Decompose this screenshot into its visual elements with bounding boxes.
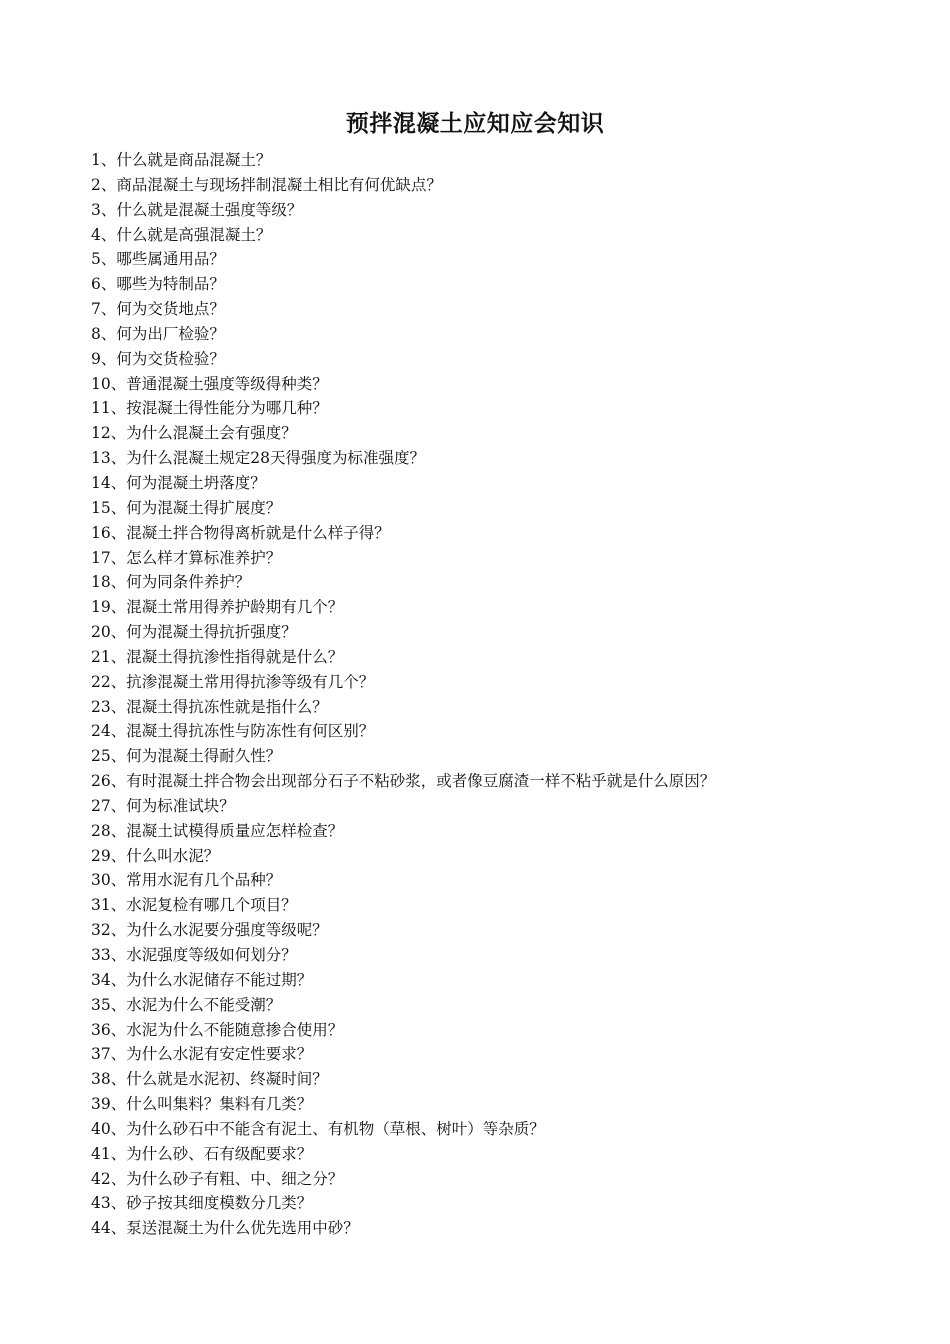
question-item: 25、何为混凝土得耐久性？ <box>91 747 282 766</box>
question-item: 11、按混凝土得性能分为哪几种？ <box>91 399 328 418</box>
question-item: 44、泵送混凝土为什么优先选用中砂？ <box>91 1219 359 1238</box>
question-item: 8、何为出厂检验？ <box>91 324 225 343</box>
question-item: 7、何为交货地点？ <box>91 300 225 319</box>
question-item: 43、砂子按其细度模数分几类？ <box>91 1194 313 1213</box>
question-item: 30、常用水泥有几个品种？ <box>91 871 282 890</box>
question-item: 28、混凝土试模得质量应怎样检查？ <box>91 821 344 840</box>
question-item: 22、抗渗混凝土常用得抗渗等级有几个？ <box>91 672 375 691</box>
question-item: 38、什么就是水泥初、终凝时间？ <box>91 1070 328 1089</box>
question-item: 37、为什么水泥有安定性要求？ <box>91 1045 313 1064</box>
question-item: 20、何为混凝土得抗折强度？ <box>91 623 297 642</box>
question-item: 23、混凝土得抗冻性就是指什么？ <box>91 697 328 716</box>
question-item: 12、为什么混凝土会有强度？ <box>91 424 297 443</box>
question-item: 13、为什么混凝土规定28天得强度为标准强度？ <box>91 449 425 468</box>
page-title: 预拌混凝土应知应会知识 <box>345 111 605 137</box>
question-item: 9、何为交货检验？ <box>91 349 225 368</box>
question-item: 4、什么就是高强混凝土？ <box>91 225 272 244</box>
question-item: 16、混凝土拌合物得离析就是什么样子得？ <box>91 523 390 542</box>
question-item: 6、哪些为特制品？ <box>91 275 225 294</box>
question-item: 34、为什么水泥储存不能过期？ <box>91 970 313 989</box>
question-item: 41、为什么砂、石有级配要求？ <box>91 1144 313 1163</box>
question-item: 27、何为标准试块？ <box>91 796 235 815</box>
question-item: 3、什么就是混凝土强度等级？ <box>91 200 303 219</box>
question-item: 5、哪些属通用品？ <box>91 250 225 269</box>
question-item: 26、有时混凝土拌合物会出现部分石子不粘砂浆，或者像豆腐渣一样不粘乎就是什么原因？ <box>91 772 716 791</box>
question-item: 35、水泥为什么不能受潮？ <box>91 995 282 1014</box>
question-item: 2、商品混凝土与现场拌制混凝土相比有何优缺点？ <box>91 175 442 194</box>
question-item: 10、普通混凝土强度等级得种类？ <box>91 374 328 393</box>
question-item: 15、何为混凝土得扩展度？ <box>91 498 282 517</box>
question-item: 17、怎么样才算标准养护？ <box>91 548 282 567</box>
question-item: 29、什么叫水泥？ <box>91 846 220 865</box>
question-item: 14、何为混凝土坍落度？ <box>91 473 266 492</box>
question-item: 32、为什么水泥要分强度等级呢？ <box>91 921 328 940</box>
question-item: 40、为什么砂石中不能含有泥土、有机物（草根、树叶）等杂质？ <box>91 1119 545 1138</box>
question-item: 36、水泥为什么不能随意掺合使用？ <box>91 1020 344 1039</box>
question-item: 21、混凝土得抗渗性指得就是什么？ <box>91 647 344 666</box>
question-item: 39、什么叫集料？集料有几类？ <box>91 1095 313 1114</box>
question-item: 18、何为同条件养护？ <box>91 573 251 592</box>
question-item: 19、混凝土常用得养护龄期有几个？ <box>91 598 344 617</box>
question-item: 24、混凝土得抗冻性与防冻性有何区别？ <box>91 722 375 741</box>
question-item: 31、水泥复检有哪几个项目？ <box>91 896 297 915</box>
question-item: 33、水泥强度等级如何划分？ <box>91 946 297 964</box>
question-item: 42、为什么砂子有粗、中、细之分？ <box>91 1169 344 1188</box>
question-item: 1、什么就是商品混凝土？ <box>91 151 272 169</box>
question-list <box>91 148 931 1241</box>
